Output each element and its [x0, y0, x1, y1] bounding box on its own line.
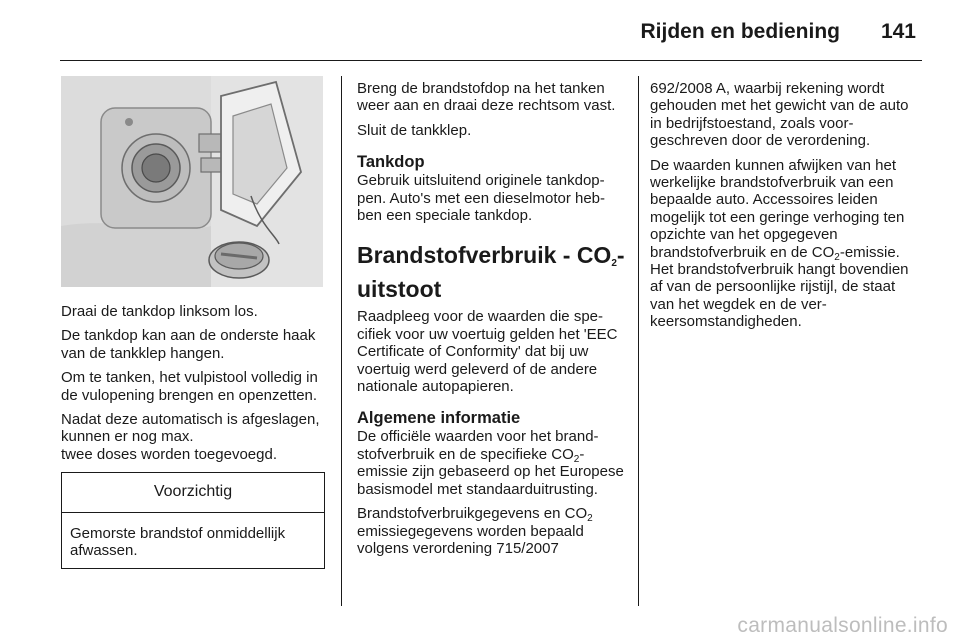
- paragraph-text: De officiële waarden voor het brandstofverbruik en de specifieke CO: [357, 428, 599, 463]
- section-heading-co2: [357, 238, 625, 306]
- fuel-cap-illustration: [61, 76, 323, 287]
- paragraph-line: twee doses worden toegevoegd.: [61, 445, 277, 463]
- paragraph: Om te tanken, het vulpistool volledig in de vulopening brengen en openzetten.: [61, 369, 318, 404]
- subscript: 2: [573, 453, 580, 465]
- page-number: 141: [880, 20, 916, 43]
- paragraph-text: Brandstofverbruikgegevens en CO: [357, 505, 588, 523]
- paragraph: [650, 157, 922, 331]
- column-2: [357, 80, 625, 564]
- fuel-cap-icon: [61, 76, 323, 287]
- heading-text: -uitstoot: [357, 242, 625, 303]
- paragraph-text: -emissie zijn gebaseerd op het Europese basismodel met standaarduitrusting.: [357, 445, 624, 498]
- section-heading-tankdop: Tankdop: [357, 153, 425, 172]
- column-divider-2: [638, 76, 639, 606]
- paragraph: Gebruik uitsluitend originele tankdoppen. Auto's met een dieselmotor hebben een speciale tankdop.: [357, 172, 606, 225]
- paragraph-text: De waarden kunnen afwijken van het werkelijke brandstofverbruik van een bepaalde auto. Accessoires leiden mogelijk tot een geringe verhoging ten opzichte van het opgegeven brandstofverbruik en de CO: [650, 156, 905, 261]
- caution-box: [61, 472, 325, 569]
- caution-text: Gemorste brandstof onmiddellijk afwassen.: [70, 524, 286, 560]
- subscript: 2: [834, 251, 840, 263]
- column-divider-1: [341, 76, 342, 606]
- column-1: [61, 303, 327, 569]
- paragraph: 692/2008 A, waarbij rekening wordt gehouden met het gewicht van de auto in bedrijfstoestand, zoals voorgeschreven door de verordening.: [650, 80, 909, 150]
- paragraph: [357, 428, 625, 498]
- column-3: [650, 80, 922, 338]
- heading-text: Brandstofverbruik - CO: [357, 242, 612, 269]
- paragraph: Breng de brandstofdop na het tanken weer aan en draai deze rechtsom vast.: [357, 80, 616, 115]
- watermark: carmanualsonline.info: [737, 614, 948, 637]
- paragraph: Draai de tankdop linksom los.: [61, 303, 258, 320]
- section-heading-algemeen: Algemene informatie: [357, 409, 521, 428]
- paragraph-line: Nadat deze automatisch is afgeslagen, kunnen er nog max.: [61, 411, 320, 446]
- subscript: 2: [611, 258, 617, 270]
- paragraph: [61, 411, 327, 463]
- paragraph: Sluit de tankklep.: [357, 121, 472, 139]
- header-rule: [60, 60, 922, 61]
- subscript: 2: [587, 513, 593, 525]
- header-title: Rijden en bediening: [640, 20, 840, 43]
- paragraph: [357, 505, 625, 557]
- paragraph: Raadpleeg voor de waarden die specifiek voor uw voertuig gelden het 'EEC Certificate of Conformity' dat bij uw voertuig werd geleverd of de andere nationale autopapieren.: [357, 308, 618, 396]
- paragraph: De tankdop kan aan de onderste haak van de tankklep hangen.: [61, 327, 316, 362]
- paragraph-text: -emissie. Het brandstofverbruik hangt bovendien af van de persoonlijke rijstijl, de staat van het wegdek en de verkeersomstandigheden.: [650, 243, 909, 331]
- caution-title: Voorzichtig: [62, 473, 324, 512]
- paragraph-text: emissiegegevens worden bepaald volgens verordening 715/2007: [357, 522, 584, 557]
